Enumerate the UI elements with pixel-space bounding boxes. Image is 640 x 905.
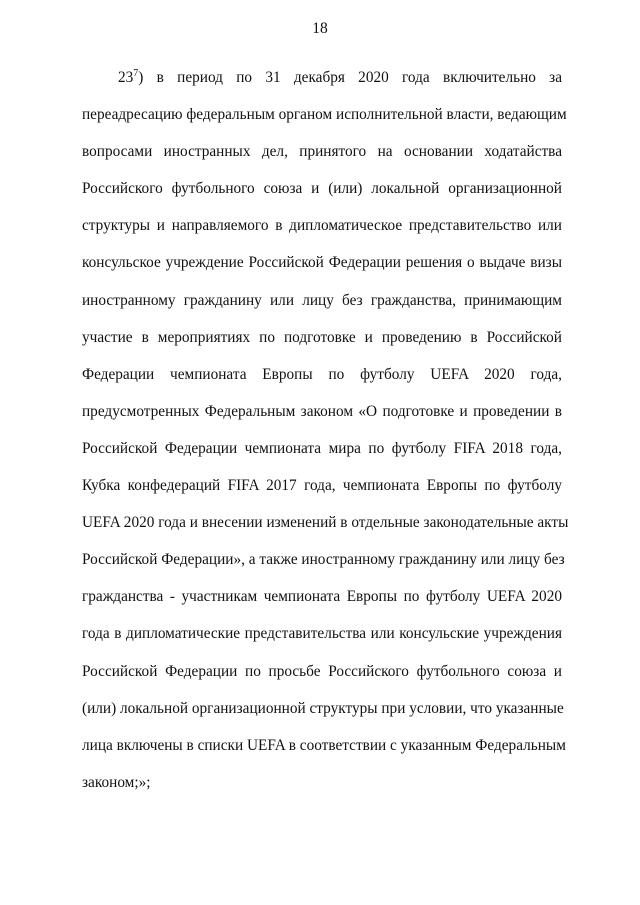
item-number-bracket: ) xyxy=(138,69,144,86)
paragraph-line: гражданства - участникам чемпионата Европы по футболу UEFA 2020 xyxy=(82,588,562,606)
paragraph-line: Российской Федерации по просьбе Российского футбольного союза и xyxy=(82,662,562,680)
paragraph-line: лица включены в списки UEFA в соответствии с указанным Федеральным xyxy=(82,736,566,754)
paragraph-line: UEFA 2020 года и внесении изменений в отдельные законодательные акты xyxy=(82,514,569,532)
paragraph-line: структуры и направляемого в дипломатическое представительство или xyxy=(82,217,562,235)
paragraph-line xyxy=(82,59,562,96)
item-number xyxy=(118,69,143,86)
page-number: 18 xyxy=(312,20,328,37)
paragraph-line: законом;»; xyxy=(82,773,151,791)
paragraph-line: Российской Федерации», а также иностранному гражданину или лицу без xyxy=(82,551,565,569)
paragraph-line: Федерации чемпионата Европы по футболу UEFA 2020 года, xyxy=(82,365,562,383)
paragraph-line: (или) локальной организационной структуры при условии, что указанные xyxy=(82,699,564,717)
paragraph-line: Российского футбольного союза и (или) локальной организационной xyxy=(82,180,562,198)
paragraph-line: участие в мероприятиях по подготовке и проведению в Российской xyxy=(82,328,562,346)
line-text: в период по 31 декабря 2020 года включительно за xyxy=(156,69,562,86)
item-number-superscript: 7 xyxy=(133,68,139,79)
paragraph-line: консульское учреждение Российской Федерации решения о выдаче визы xyxy=(82,254,562,272)
paragraph-line: Российской Федерации чемпионата мира по футболу FIFA 2018 года, xyxy=(82,439,562,457)
paragraph-line: предусмотренных Федеральным законом «О подготовке и проведении в xyxy=(82,402,562,420)
paragraph-line: Кубка конфедераций FIFA 2017 года, чемпионата Европы по футболу xyxy=(82,477,562,495)
paragraph-line: вопросами иностранных дел, принятого на основании ходатайства xyxy=(82,143,562,161)
paragraph-line: переадресацию федеральным органом исполнительной власти, ведающим xyxy=(82,106,567,124)
paragraph-line: иностранному гражданину или лицу без гражданства, принимающим xyxy=(82,291,562,309)
paragraph-line: года в дипломатические представительства или консульские учреждения xyxy=(82,625,562,643)
item-number-main: 23 xyxy=(118,69,134,86)
paragraph-item-23-7 xyxy=(82,59,569,801)
